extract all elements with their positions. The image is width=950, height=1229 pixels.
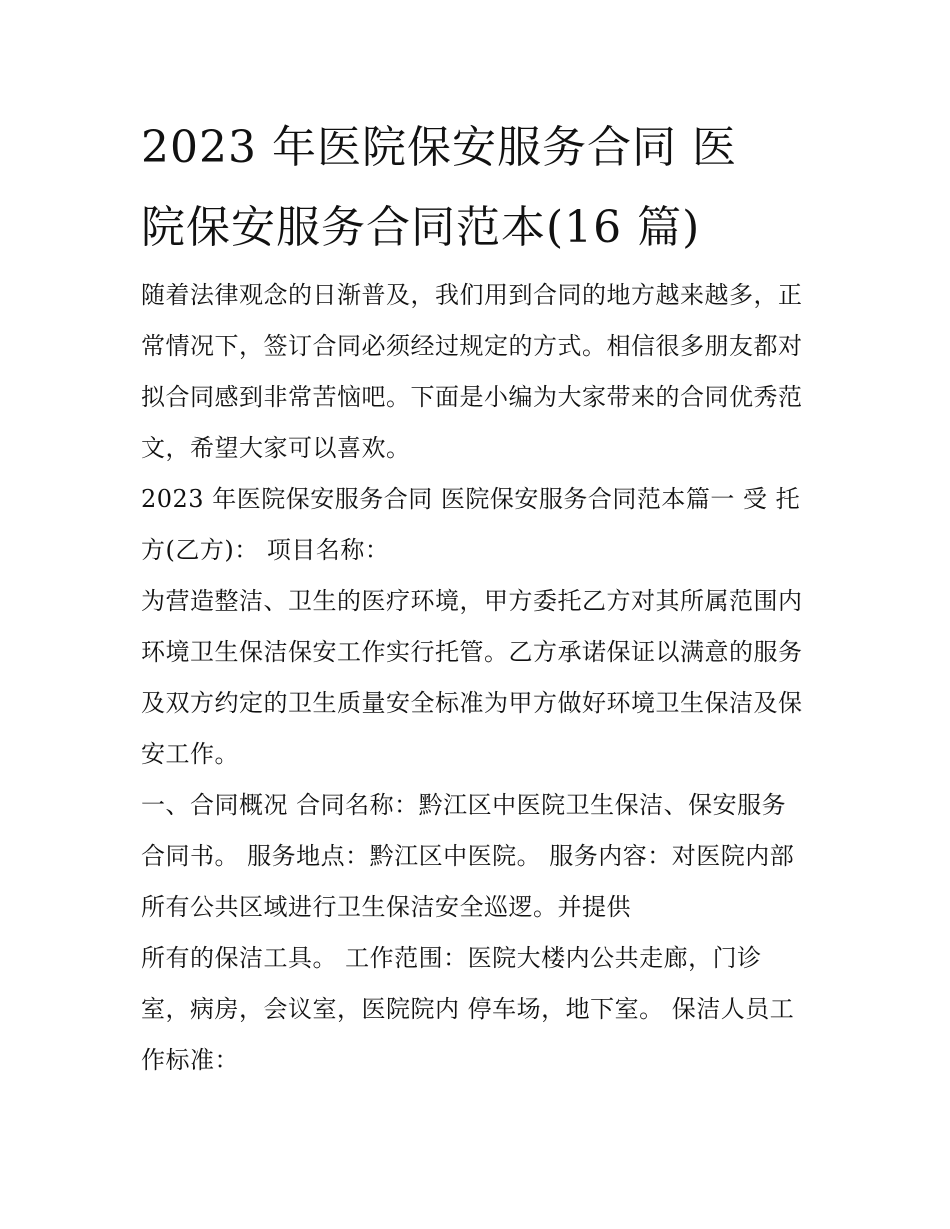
body-line-6: 方(乙方)： 项目名称： <box>141 536 390 564</box>
body-line-3: 拟合同感到非常苦恼吧。下面是小编为大家带来的合同优秀范 <box>141 383 803 411</box>
body-line-11: 一、合同概况 合同名称：黔江区中医院卫生保洁、保安服务 <box>141 791 787 819</box>
body-line-7: 为营造整洁、卫生的医疗环境，甲方委托乙方对其所属范围内 <box>141 587 803 615</box>
document-page <box>141 110 821 1086</box>
document-body <box>141 270 821 1086</box>
body-line-8: 环境卫生保洁保安工作实行托管。乙方承诺保证以满意的服务 <box>141 638 803 666</box>
title-line-1: 2023 年医院保安服务合同 医 <box>141 122 737 173</box>
body-line-9: 及双方约定的卫生质量安全标准为甲方做好环境卫生保洁及保 <box>141 689 803 717</box>
title-line-2: 院保安服务合同范本(16 篇) <box>141 202 701 253</box>
body-line-5: 2023 年医院保安服务合同 医院保安服务合同范本篇一 受 托 <box>141 485 801 513</box>
body-line-15: 室，病房，会议室，医院院内 停车场，地下室。 保洁人员工 <box>141 995 795 1023</box>
body-line-13: 所有公共区域进行卫生保洁安全巡逻。并提供 <box>141 893 631 921</box>
body-line-1: 随着法律观念的日渐普及，我们用到合同的地方越来越多，正 <box>141 281 803 309</box>
document-title <box>141 110 821 266</box>
body-line-12: 合同书。 服务地点：黔江区中医院。 服务内容：对医院内部 <box>141 842 795 870</box>
body-line-14: 所有的保洁工具。 工作范围：医院大楼内公共走廊，门诊 <box>141 944 762 972</box>
body-line-16: 作标准： <box>141 1046 239 1074</box>
body-line-4: 文，希望大家可以喜欢。 <box>141 434 411 462</box>
body-line-10: 安工作。 <box>141 740 239 768</box>
body-line-2: 常情况下，签订合同必须经过规定的方式。相信很多朋友都对 <box>141 332 803 360</box>
